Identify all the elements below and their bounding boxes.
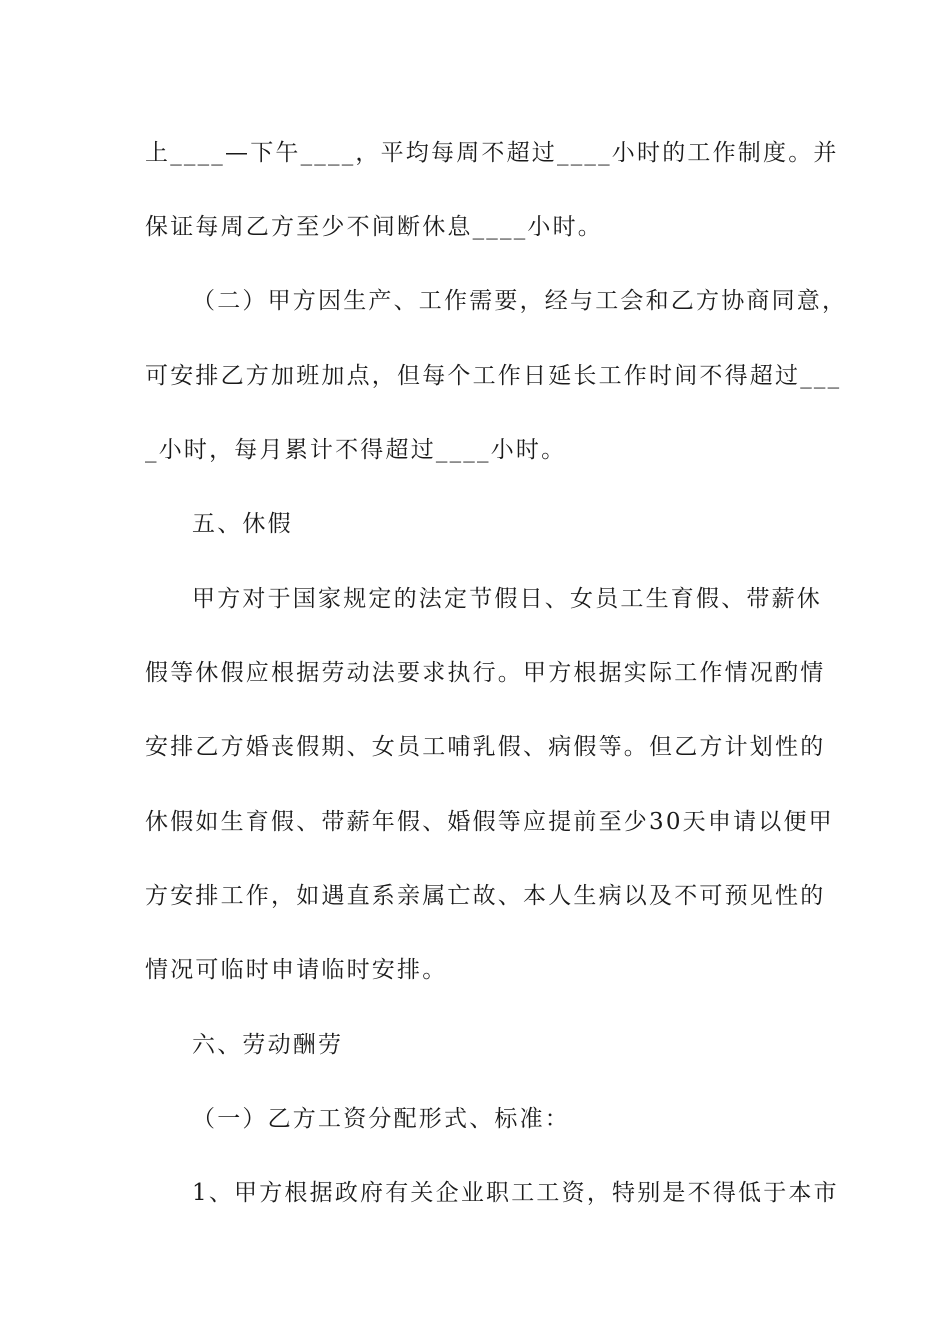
- paragraph-start-line: 1、甲方根据政府有关企业职工工资，特别是不得低于本市: [192, 1180, 839, 1206]
- text-line: 保证每周乙方至少不间断休息____小时。: [145, 214, 603, 240]
- text-line: 休假如生育假、带薪年假、婚假等应提前至少30天申请以便甲: [145, 809, 834, 835]
- text-line: _小时，每月累计不得超过____小时。: [145, 437, 567, 463]
- subsection-heading: （一）乙方工资分配形式、标准：: [192, 1106, 570, 1132]
- section-heading-vacation: 五、休假: [192, 511, 293, 537]
- text-line: 安排乙方婚丧假期、女员工哺乳假、病假等。但乙方计划性的: [145, 734, 826, 760]
- paragraph-start-line: 甲方对于国家规定的法定节假日、女员工生育假、带薪休: [192, 586, 822, 612]
- text-line: 上____—下午____，平均每周不超过____小时的工作制度。并: [145, 140, 839, 166]
- text-line: 情况可临时申请临时安排。: [145, 957, 448, 983]
- text-line: 假等休假应根据劳动法要求执行。甲方根据实际工作情况酌情: [145, 660, 826, 686]
- text-line: 方安排工作，如遇直系亲属亡故、本人生病以及不可预见性的: [145, 883, 826, 909]
- section-heading-remuneration: 六、劳动酬劳: [192, 1032, 344, 1058]
- text-line: 可安排乙方加班加点，但每个工作日延长工作时间不得超过___: [145, 363, 842, 389]
- paragraph-start-line: （二）甲方因生产、工作需要，经与工会和乙方协商同意，: [192, 288, 848, 314]
